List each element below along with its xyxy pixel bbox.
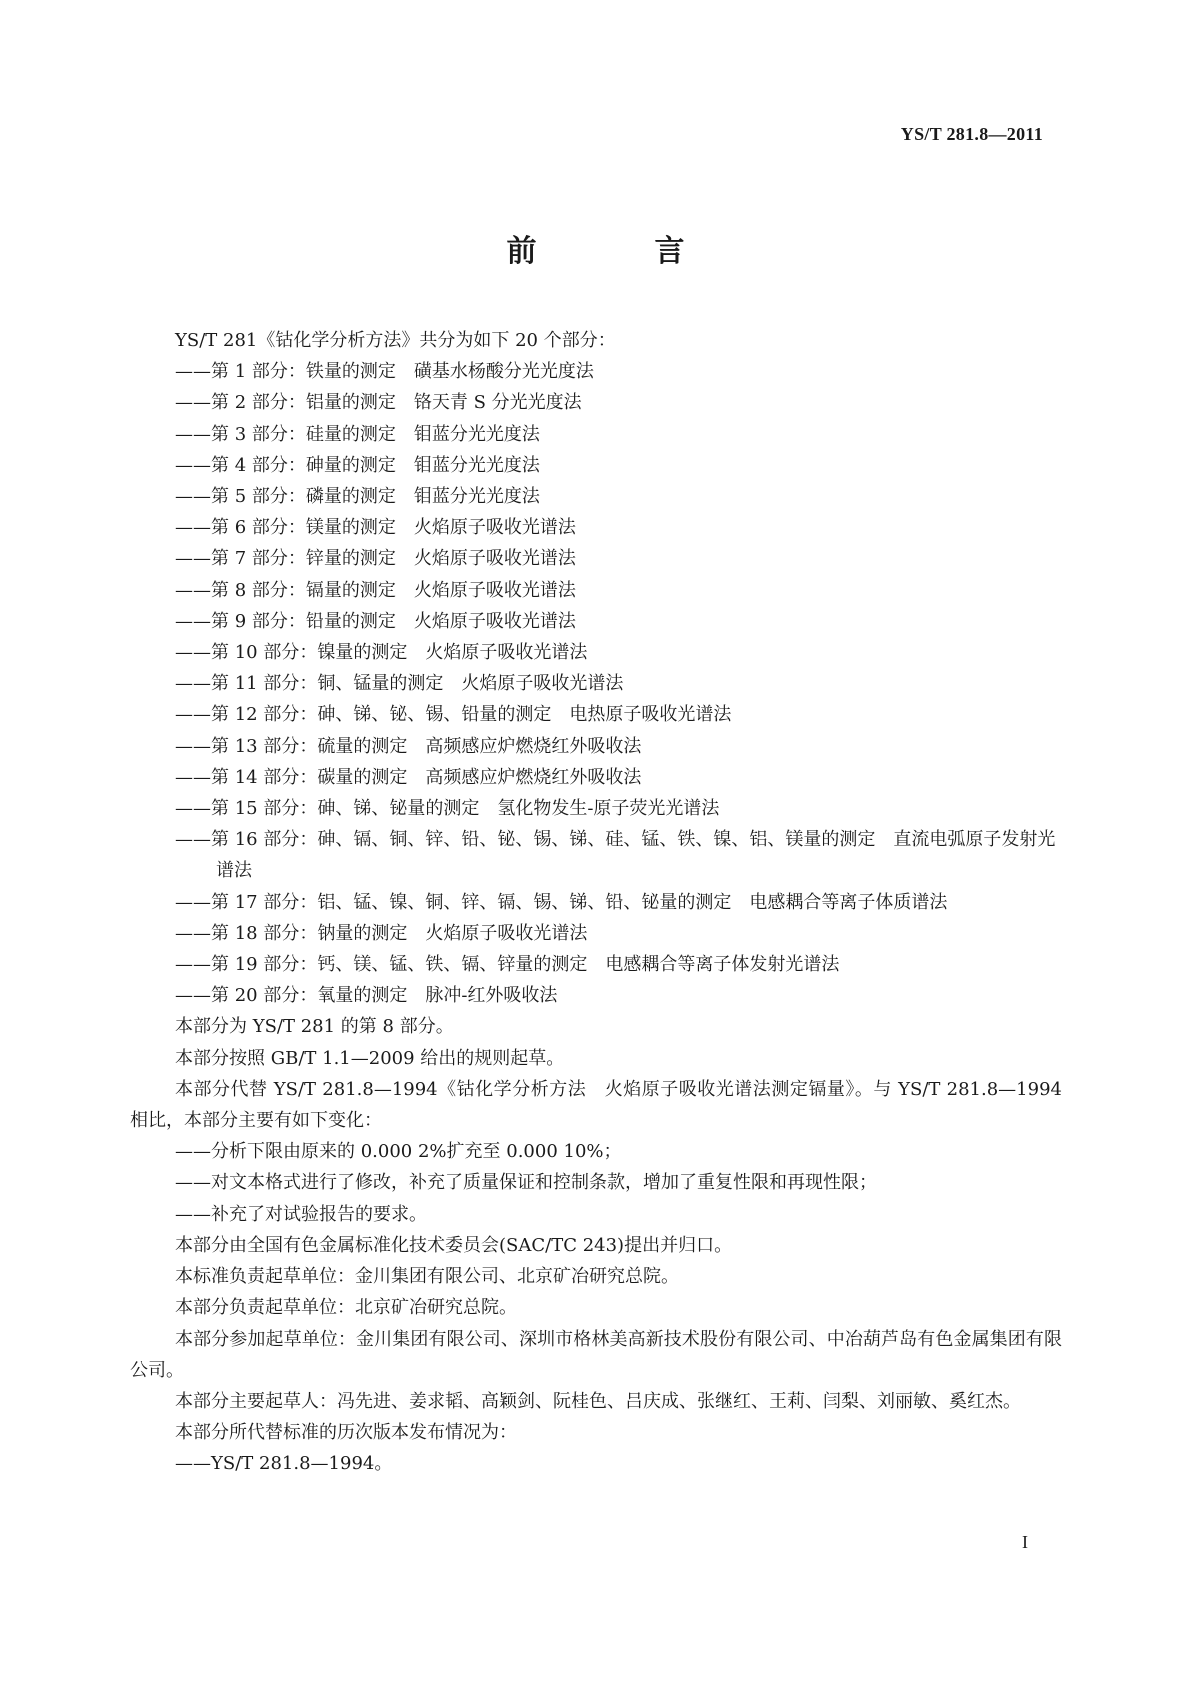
list-item: ——补充了对试验报告的要求。 (175, 1203, 427, 1225)
page-title: 前 言 (506, 234, 729, 269)
list-item: ——第 20 部分：氧量的测定 脉冲-红外吸收法 (175, 985, 558, 1007)
drafting-rules-paragraph: 本部分按照 GB/T 1.1—2009 给出的规则起草。 (175, 1047, 565, 1069)
list-item: ——第 18 部分：钠量的测定 火焰原子吸收光谱法 (175, 922, 588, 944)
proposer-paragraph: 本部分由全国有色金属标准化技术委员会(SAC/TC 243)提出并归口。 (175, 1234, 733, 1256)
list-item: ——第 5 部分：磷量的测定 钼蓝分光光度法 (175, 486, 540, 508)
changes-list (130, 1136, 1062, 1230)
list-item: ——第 6 部分：镁量的测定 火焰原子吸收光谱法 (175, 517, 576, 539)
foreword-body (130, 325, 1062, 1480)
list-item: ——第 2 部分：铝量的测定 铬天青 S 分光光度法 (175, 392, 582, 414)
intro-paragraph: YS/T 281《钴化学分析方法》共分为如下 20 个部分： (175, 330, 616, 351)
this-part-paragraph: 本部分为 YS/T 281 的第 8 部分。 (175, 1016, 454, 1038)
history-list (130, 1448, 1062, 1479)
page-number: I (1022, 1532, 1028, 1552)
drafters-paragraph: 本部分主要起草人：冯先进、姜求韬、高颖剑、阮桂色、吕庆成、张继红、王莉、闫梨、刘丽敏、奚红杰。 (175, 1390, 1021, 1412)
responsible-units-paragraph: 本标准负责起草单位：金川集团有限公司、北京矿冶研究总院。 (175, 1266, 679, 1288)
participating-units-paragraph: 本部分参加起草单位：金川集团有限公司、深圳市格林美高新技术股份有限公司、中冶葫芦岛有色金属集团有限公司。 (130, 1328, 1062, 1381)
list-item: ——第 11 部分：铜、锰量的测定 火焰原子吸收光谱法 (175, 673, 624, 695)
list-item: ——第 9 部分：铅量的测定 火焰原子吸收光谱法 (175, 610, 576, 632)
list-item: ——对文本格式进行了修改，补充了质量保证和控制条款，增加了重复性限和再现性限； (175, 1172, 877, 1194)
list-item: ——第 16 部分：砷、镉、铜、锌、铅、铋、锡、锑、硅、锰、铁、镍、铝、镁量的测定 直流电弧原子发射光谱法 (175, 829, 1056, 882)
history-intro-paragraph: 本部分所代替标准的历次版本发布情况为： (175, 1422, 517, 1444)
list-item: ——第 3 部分：硅量的测定 钼蓝分光光度法 (175, 423, 540, 445)
standard-code: YS/T 281.8—2011 (900, 124, 1043, 144)
replaces-paragraph: 本部分代替 YS/T 281.8—1994《钴化学分析方法 火焰原子吸收光谱法测定镉量》。与 YS/T 281.8—1994 相比，本部分主要有如下变化： (130, 1078, 1062, 1132)
parts-list (130, 356, 1062, 1011)
part-responsible-unit-paragraph: 本部分负责起草单位：北京矿冶研究总院。 (175, 1297, 517, 1319)
list-item: ——第 12 部分：砷、锑、铋、锡、铅量的测定 电热原子吸收光谱法 (175, 704, 732, 726)
list-item: ——第 17 部分：铝、锰、镍、铜、锌、镉、锡、锑、铅、铋量的测定 电感耦合等离子体质谱法 (175, 891, 948, 913)
list-item: ——第 10 部分：镍量的测定 火焰原子吸收光谱法 (175, 642, 588, 664)
list-item: ——第 14 部分：碳量的测定 高频感应炉燃烧红外吸收法 (175, 766, 642, 788)
list-item: ——第 13 部分：硫量的测定 高频感应炉燃烧红外吸收法 (175, 735, 642, 757)
list-item: ——第 4 部分：砷量的测定 钼蓝分光光度法 (175, 454, 540, 476)
list-item: ——第 19 部分：钙、镁、锰、铁、镉、锌量的测定 电感耦合等离子体发射光谱法 (175, 954, 840, 976)
list-item: ——第 1 部分：铁量的测定 磺基水杨酸分光光度法 (175, 361, 594, 383)
list-item: ——分析下限由原来的 0.000 2%扩充至 0.000 10%； (175, 1141, 622, 1163)
list-item: ——第 8 部分：镉量的测定 火焰原子吸收光谱法 (175, 579, 576, 601)
list-item: ——第 15 部分：砷、锑、铋量的测定 氢化物发生-原子荧光光谱法 (175, 798, 720, 820)
list-item: ——YS/T 281.8—1994。 (175, 1453, 393, 1475)
list-item: ——第 7 部分：锌量的测定 火焰原子吸收光谱法 (175, 548, 576, 570)
